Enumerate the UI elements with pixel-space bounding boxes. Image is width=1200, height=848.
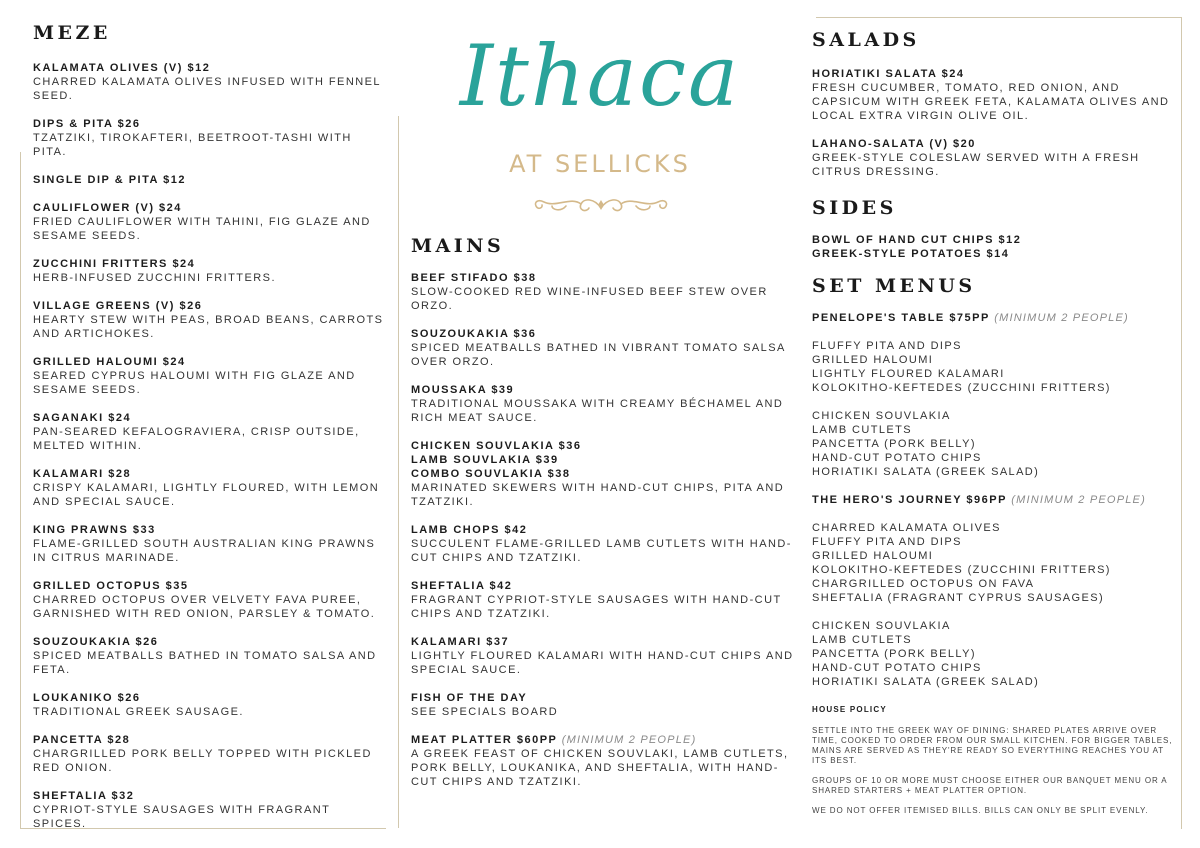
set-menu-title: THE HERO'S JOURNEY $96PP xyxy=(812,494,1007,506)
logo-title: Ithaca xyxy=(459,27,741,125)
ornament-icon xyxy=(526,188,676,218)
menu-item xyxy=(33,61,388,103)
item-desc: HEARTY STEW WITH PEAS, BROAD BEANS, CARROTS AND ARTICHOKES. xyxy=(33,314,384,340)
item-desc: CHARGRILLED PORK BELLY TOPPED WITH PICKLED RED ONION. xyxy=(33,748,372,774)
item-name: LAMB CHOPS $42 xyxy=(411,524,528,536)
set-menu-line: HORIATIKI SALATA (GREEK SALAD) xyxy=(812,676,1040,688)
item-name: SHEFTALIA $42 xyxy=(411,580,513,592)
item-name: GRILLED HALOUMI $24 xyxy=(33,356,186,368)
menu-item xyxy=(411,271,796,313)
menu-item xyxy=(33,467,388,509)
menu-item xyxy=(33,635,388,677)
item-name: DIPS & PITA $26 xyxy=(33,118,141,130)
item-name: KALAMATA OLIVES (V) $12 xyxy=(33,62,211,74)
item-desc: GREEK-STYLE COLESLAW SERVED WITH A FRESH CITRUS DRESSING. xyxy=(812,152,1140,178)
menu-item xyxy=(411,327,796,369)
menu-item xyxy=(812,137,1180,179)
item-desc: A GREEK FEAST OF CHICKEN SOUVLAKI, LAMB CUTLETS, PORK BELLY, LOUKANIKA, AND SHEFTALIA, WITH HAND-CUT CHIPS AND TZATZIKI. xyxy=(411,748,789,788)
house-policy-text: GROUPS OF 10 OR MORE MUST CHOOSE EITHER OUR BANQUET MENU OR A SHARED STARTERS + MEAT PLATTER OPTION. xyxy=(812,776,1168,795)
item-name: HORIATIKI SALATA $24 xyxy=(812,68,965,80)
right-column xyxy=(812,29,1180,816)
item-desc: SPICED MEATBALLS BATHED IN VIBRANT TOMATO SALSA OVER ORZO. xyxy=(411,342,786,368)
item-desc: SEE SPECIALS BOARD xyxy=(411,706,559,718)
minimum-note: (MINIMUM 2 PEOPLE) xyxy=(1011,494,1146,506)
menu-item xyxy=(33,579,388,621)
side-item: GREEK-STYLE POTATOES $14 xyxy=(812,248,1010,260)
set-menu-line: PANCETTA (PORK BELLY) xyxy=(812,648,976,660)
item-name: CHICKEN SOUVLAKIA $36 xyxy=(411,440,582,452)
menu-item xyxy=(33,789,388,831)
sides-heading: SIDES xyxy=(812,197,897,219)
item-name: KING PRAWNS $33 xyxy=(33,524,156,536)
item-desc: LIGHTLY FLOURED KALAMARI WITH HAND-CUT CHIPS AND SPECIAL SAUCE. xyxy=(411,650,794,676)
item-desc: PAN-SEARED KEFALOGRAVIERA, CRISP OUTSIDE, MELTED WITHIN. xyxy=(33,426,360,452)
item-desc: FRAGRANT CYPRIOT-STYLE SAUSAGES WITH HAND-CUT CHIPS AND TZATZIKI. xyxy=(411,594,782,620)
menu-item xyxy=(33,355,388,397)
menu-item xyxy=(33,201,388,243)
frame-rule xyxy=(816,17,1182,18)
item-desc: CHARRED KALAMATA OLIVES INFUSED WITH FENNEL SEED. xyxy=(33,76,381,102)
item-desc: SUCCULENT FLAME-GRILLED LAMB CUTLETS WITH HAND-CUT CHIPS AND TZATZIKI. xyxy=(411,538,792,564)
set-menu-line: FLUFFY PITA AND DIPS xyxy=(812,536,962,548)
item-name: SINGLE DIP & PITA $12 xyxy=(33,174,186,186)
set-menu-line: LAMB CUTLETS xyxy=(812,424,912,436)
set-menu-line: CHARRED KALAMATA OLIVES xyxy=(812,522,1001,534)
set-menu-line: CHICKEN SOUVLAKIA xyxy=(812,410,951,422)
set-menu-title: PENELOPE'S TABLE $75PP xyxy=(812,312,990,324)
mains-heading: MAINS xyxy=(411,235,505,257)
set-menu-line: SHEFTALIA (FRAGRANT CYPRUS SAUSAGES) xyxy=(812,592,1105,604)
set-menu-line: LAMB CUTLETS xyxy=(812,634,912,646)
set-menu xyxy=(812,311,1180,479)
item-name: FISH OF THE DAY xyxy=(411,692,528,704)
menu-item xyxy=(33,733,388,775)
menu-item xyxy=(33,257,388,285)
menu-item xyxy=(411,383,796,425)
item-desc: TZATZIKI, TIROKAFTERI, BEETROOT-TASHI WITH PITA. xyxy=(33,132,352,158)
item-name xyxy=(411,733,796,747)
item-name: SHEFTALIA $32 xyxy=(33,790,135,802)
menu-item xyxy=(33,411,388,453)
item-name: LOUKANIKO $26 xyxy=(33,692,141,704)
item-desc: FRESH CUCUMBER, TOMATO, RED ONION, AND CAPSICUM WITH GREEK FETA, KALAMATA OLIVES AND LOCAL EXTRA VIRGIN OLIVE OIL. xyxy=(812,82,1170,122)
menu-item xyxy=(33,173,388,187)
menu-item xyxy=(33,691,388,719)
menu-item xyxy=(411,635,796,677)
set-menu-line: PANCETTA (PORK BELLY) xyxy=(812,438,976,450)
item-name: LAMB SOUVLAKIA $39 xyxy=(411,454,559,466)
set-menu-line: CHARGRILLED OCTOPUS ON FAVA xyxy=(812,578,1035,590)
item-name: PANCETTA $28 xyxy=(33,734,131,746)
item-desc: SLOW-COOKED RED WINE-INFUSED BEEF STEW OVER ORZO. xyxy=(411,286,768,312)
frame-rule xyxy=(1181,17,1182,829)
item-name-text: MEAT PLATTER $60PP xyxy=(411,734,558,746)
set-menu-line: LIGHTLY FLOURED KALAMARI xyxy=(812,368,1005,380)
menu-item xyxy=(411,579,796,621)
item-desc: FLAME-GRILLED SOUTH AUSTRALIAN KING PRAWNS IN CITRUS MARINADE. xyxy=(33,538,376,564)
item-desc: SEARED CYPRUS HALOUMI WITH FIG GLAZE AND SESAME SEEDS. xyxy=(33,370,356,396)
item-desc: CHARRED OCTOPUS OVER VELVETY FAVA PUREE, GARNISHED WITH RED ONION, PARSLEY & TOMATO. xyxy=(33,594,376,620)
set-menu-line: FLUFFY PITA AND DIPS xyxy=(812,340,962,352)
menu-item xyxy=(812,67,1180,123)
set-menu-line: GRILLED HALOUMI xyxy=(812,354,934,366)
house-policy-heading: HOUSE POLICY xyxy=(812,705,887,714)
set-menu-line: HAND-CUT POTATO CHIPS xyxy=(812,662,982,674)
item-desc: SPICED MEATBALLS BATHED IN TOMATO SALSA AND FETA. xyxy=(33,650,377,676)
set-menu-name xyxy=(812,311,1180,325)
menu-item xyxy=(33,117,388,159)
item-name: COMBO SOUVLAKIA $38 xyxy=(411,468,571,480)
item-name: SAGANAKI $24 xyxy=(33,412,132,424)
side-item: BOWL OF HAND CUT CHIPS $12 xyxy=(812,234,1022,246)
item-desc: CYPRIOT-STYLE SAUSAGES WITH FRAGRANT SPICES. xyxy=(33,804,331,830)
item-name: MOUSSAKA $39 xyxy=(411,384,515,396)
menu-item xyxy=(411,523,796,565)
item-desc: MARINATED SKEWERS WITH HAND-CUT CHIPS, PITA AND TZATZIKI. xyxy=(411,482,785,508)
item-name: SOUZOUKAKIA $26 xyxy=(33,636,159,648)
set-menu-line: HAND-CUT POTATO CHIPS xyxy=(812,452,982,464)
item-name: VILLAGE GREENS (V) $26 xyxy=(33,300,203,312)
set-menus-heading: SET MENUS xyxy=(812,275,976,297)
house-policy-text: WE DO NOT OFFER ITEMISED BILLS. BILLS CAN ONLY BE SPLIT EVENLY. xyxy=(812,806,1149,815)
set-menu-line: KOLOKITHO-KEFTEDES (ZUCCHINI FRITTERS) xyxy=(812,382,1111,394)
set-menu-line: KOLOKITHO-KEFTEDES (ZUCCHINI FRITTERS) xyxy=(812,564,1111,576)
item-desc: HERB-INFUSED ZUCCHINI FRITTERS. xyxy=(33,272,276,284)
frame-rule xyxy=(20,152,21,829)
item-desc: FRIED CAULIFLOWER WITH TAHINI, FIG GLAZE AND SESAME SEEDS. xyxy=(33,216,371,242)
set-menu xyxy=(812,493,1180,689)
menu-item xyxy=(411,691,796,719)
menu-item xyxy=(411,733,796,789)
meze-heading: MEZE xyxy=(33,22,111,44)
minimum-note: (MINIMUM 2 PEOPLE) xyxy=(994,312,1129,324)
set-menu-line: HORIATIKI SALATA (GREEK SALAD) xyxy=(812,466,1040,478)
item-desc: TRADITIONAL MOUSSAKA WITH CREAMY BÉCHAMEL AND RICH MEAT SAUCE. xyxy=(411,398,784,424)
minimum-note: (MINIMUM 2 PEOPLE) xyxy=(561,734,697,746)
menu-item xyxy=(33,523,388,565)
set-menu-line: CHICKEN SOUVLAKIA xyxy=(812,620,951,632)
set-menu-line: GRILLED HALOUMI xyxy=(812,550,934,562)
item-name: SOUZOUKAKIA $36 xyxy=(411,328,537,340)
item-name: LAHANO-SALATA (V) $20 xyxy=(812,138,976,150)
item-name: ZUCCHINI FRITTERS $24 xyxy=(33,258,196,270)
logo-subtitle: AT SELLICKS xyxy=(509,150,691,178)
mains-column xyxy=(411,235,796,789)
item-name: CAULIFLOWER (V) $24 xyxy=(33,202,182,214)
salads-heading: SALADS xyxy=(812,29,920,51)
frame-rule xyxy=(398,116,399,828)
house-policy-text: SETTLE INTO THE GREEK WAY OF DINING: SHARED PLATES ARRIVE OVER TIME, COOKED TO ORDER FROM OUR SMALL KITCHEN. FOR BIGGER TABLES, MAINS ARE SERVED AS THEY'RE READY SO EVERYTHING REACHES YOU AT ITS BEST. xyxy=(812,726,1173,765)
item-name: GRILLED OCTOPUS $35 xyxy=(33,580,189,592)
logo xyxy=(440,27,760,222)
item-name: KALAMARI $37 xyxy=(411,636,510,648)
item-name: KALAMARI $28 xyxy=(33,468,132,480)
menu-item xyxy=(33,299,388,341)
set-menu-name xyxy=(812,493,1180,507)
item-desc: TRADITIONAL GREEK SAUSAGE. xyxy=(33,706,244,718)
item-name: BEEF STIFADO $38 xyxy=(411,272,537,284)
menu-item xyxy=(411,439,796,509)
meze-column xyxy=(33,22,388,831)
item-desc: CRISPY KALAMARI, LIGHTLY FLOURED, WITH LEMON AND SPECIAL SAUCE. xyxy=(33,482,380,508)
